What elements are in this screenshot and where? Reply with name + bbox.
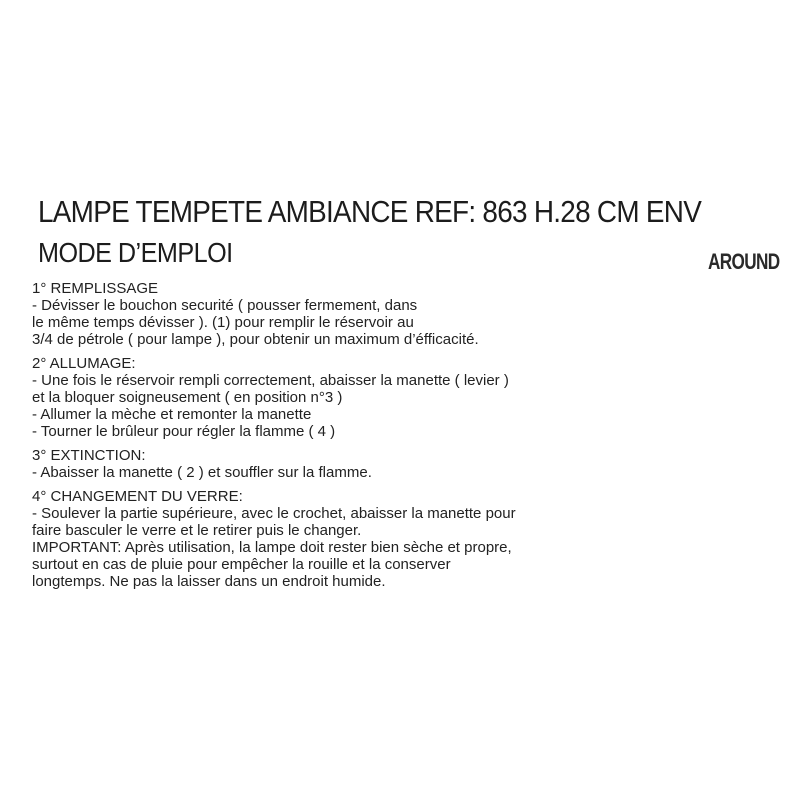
section-changement-du-verre — [32, 488, 792, 590]
instruction-line: - Abaisser la manette ( 2 ) et souffler sur la flamme. — [32, 464, 372, 481]
instruction-line: le même temps dévisser ). (1) pour remplir le réservoir au — [32, 314, 414, 331]
brand-label: AROUND — [708, 249, 780, 274]
instruction-line: - Une fois le réservoir rempli correctement, abaisser la manette ( levier ) — [32, 372, 509, 389]
section-extinction — [32, 447, 792, 481]
section-remplissage — [32, 280, 792, 348]
instruction-line: - Dévisser le bouchon securité ( pousser fermement, dans — [32, 297, 418, 314]
section-heading: 4° CHANGEMENT DU VERRE: — [32, 488, 243, 505]
instruction-line: 3/4 de pétrole ( pour lampe ), pour obtenir un maximum d’éfficacité. — [32, 331, 479, 348]
section-heading: 1° REMPLISSAGE — [32, 280, 159, 297]
section-heading: 2° ALLUMAGE: — [32, 355, 136, 372]
instruction-line: - Tourner le brûleur pour régler la flamme ( 4 ) — [32, 423, 336, 440]
document-subtitle: MODE D’EMPLOI — [38, 237, 233, 268]
section-allumage — [32, 355, 792, 440]
instruction-line: longtemps. Ne pas la laisser dans un endroit humide. — [32, 573, 386, 590]
instruction-line: - Soulever la partie supérieure, avec le crochet, abaisser la manette pour — [32, 505, 516, 522]
instruction-line: et la bloquer soigneusement ( en position n°3 ) — [32, 389, 343, 406]
document-title: LAMPE TEMPETE AMBIANCE REF: 863 H.28 CM ENV — [38, 194, 702, 229]
instruction-line: IMPORTANT: Après utilisation, la lampe doit rester bien sèche et propre, — [32, 539, 512, 556]
instruction-line: surtout en cas de pluie pour empêcher la rouille et la conserver — [32, 556, 451, 573]
instructions-body — [32, 280, 792, 597]
instruction-line: - Allumer la mèche et remonter la manette — [32, 406, 312, 423]
section-heading: 3° EXTINCTION: — [32, 447, 146, 464]
instruction-line: faire basculer le verre et le retirer puis le changer. — [32, 522, 362, 539]
